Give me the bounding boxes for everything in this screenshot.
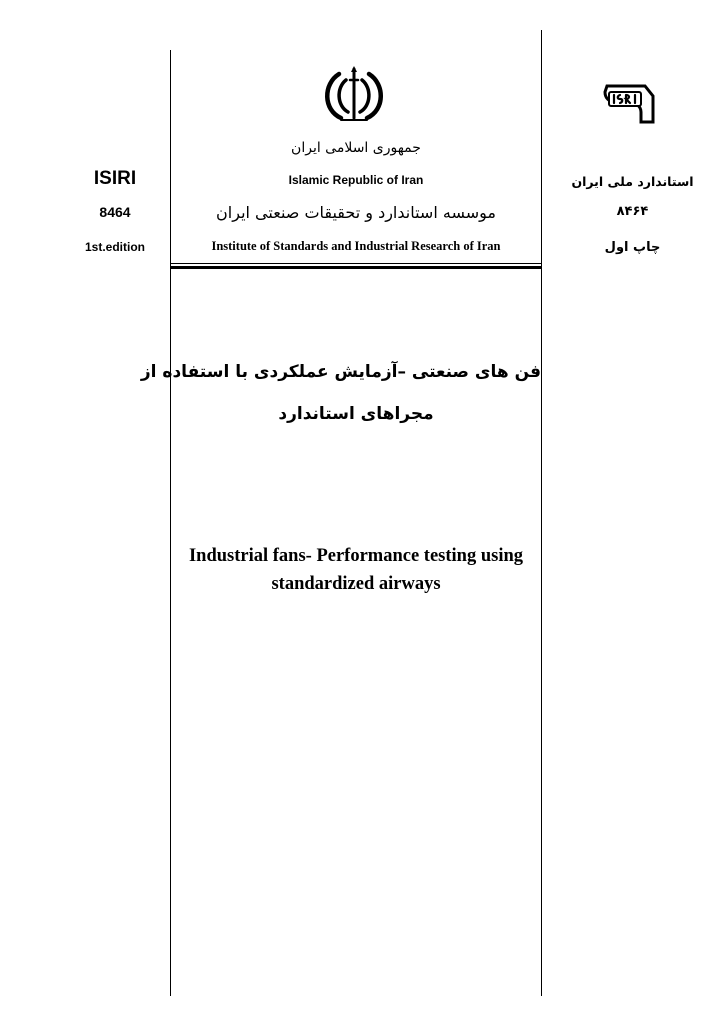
left-divider-line <box>170 50 171 996</box>
header-rule-thin <box>171 263 541 264</box>
republic-name-en: Islamic Republic of Iran <box>288 173 424 187</box>
institute-name-fa: موسسه استاندارد و تحقیقات صنعتی ایران <box>216 203 496 222</box>
isiri-logo-icon <box>601 82 659 128</box>
edition-label: 1st.edition <box>84 240 145 254</box>
document-title-en-line2: standardized airways <box>271 574 441 594</box>
iran-emblem-icon <box>317 66 391 124</box>
document-title-en-line1: Industrial fans- Performance testing using <box>188 546 524 566</box>
standard-number: 8464 <box>99 204 131 220</box>
standard-code: ISIRI <box>93 168 137 189</box>
header-rule-thick <box>171 266 541 269</box>
document-title-fa-line2: مجراهای استاندارد <box>278 404 434 424</box>
document-title-fa-line1: فن های صنعتی –آزمایش عملکردی با استفاده از <box>140 362 541 382</box>
standard-number-fa: ۸۴۶۴ <box>616 204 649 219</box>
national-standard-label-fa: استاندارد ملی ایران <box>571 174 694 189</box>
republic-name-fa: جمهوری اسلامی ایران <box>291 140 421 156</box>
institute-name-en: Institute of Standards and Industrial Research of Iran <box>211 239 501 253</box>
edition-label-fa: چاپ اول <box>604 240 661 255</box>
